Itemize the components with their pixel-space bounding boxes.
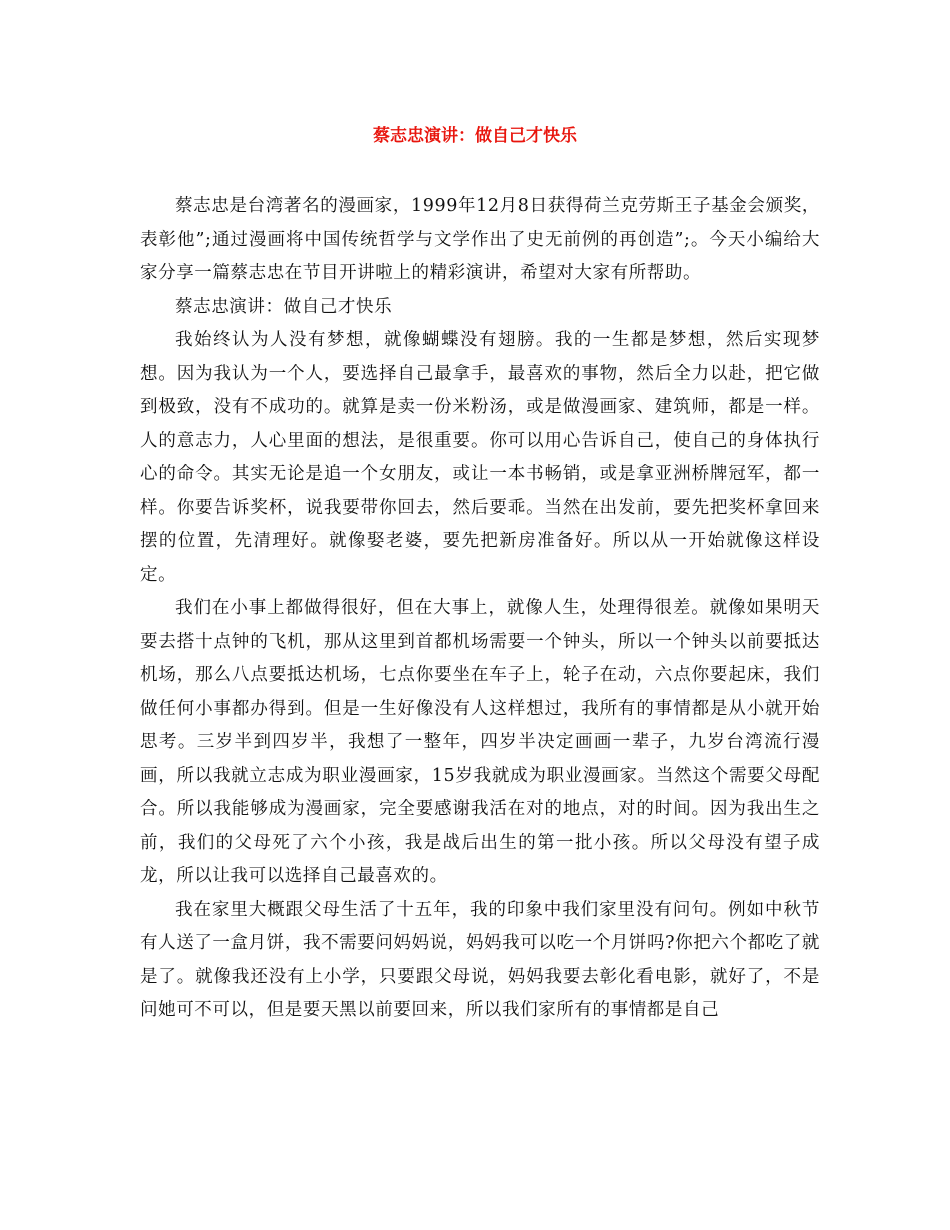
paragraph-small-things: 我们在小事上都做得很好，但在大事上，就像人生，处理得很差。就像如果明天要去搭十点钟的飞机，那从这里到首都机场需要一个钟头，所以一个钟头以前要抵达机场，那么八点要抵达机场，七点你要坐在车子上，轮子在动，六点你要起床，我们做任何小事都办得到。但是一生好像没有人这样想过，我所有的事情都是从小就开始思考。三岁半到四岁半，我想了一整年，四岁半决定画画一辈子，九岁台湾流行漫画，所以我就立志成为职业漫画家，15岁我就成为职业漫画家。当然这个需要父母配合。所以我能够成为漫画家，完全要感谢我活在对的地点，对的时间。因为我出生之前，我们的父母死了六个小孩，我是战后出生的第一批小孩。所以父母没有望子成龙，所以让我可以选择自己最喜欢的。: [140, 598, 820, 886]
paragraph-intro: 蔡志忠是台湾著名的漫画家，1999年12月8日获得荷兰克劳斯王子基金会颁奖，表彰他”;通过漫画将中国传统哲学与文学作出了史无前例的再创造”;。今天小编给大家分享一篇蔡志忠在节目开讲啦上的精彩演讲，希望对大家有所帮助。: [140, 196, 820, 283]
document-title: 蔡志忠演讲：做自己才快乐: [373, 126, 577, 146]
paragraph-dream: 我始终认为人没有梦想，就像蝴蝶没有翅膀。我的一生都是梦想，然后实现梦想。因为我认为一个人，要选择自己最拿手，最喜欢的事物，然后全力以赴，把它做到极致，没有不成功的。就算是卖一份米粉汤，或是做漫画家、建筑师，都是一样。人的意志力，人心里面的想法，是很重要。你可以用心告诉自己，使自己的身体执行心的命令。其实无论是追一个女朋友，或让一本书畅销，或是拿亚洲桥牌冠军，都一样。你要告诉奖杯，说我要带你回去，然后要乖。当然在出发前，要先把奖杯拿回来摆的位置，先清理好。就像娶老婆，要先把新房准备好。所以从一开始就像这样设定。: [140, 330, 820, 585]
paragraph-family: 我在家里大概跟父母生活了十五年，我的印象中我们家里没有问句。例如中秋节有人送了一盒月饼，我不需要问妈妈说，妈妈我可以吃一个月饼吗?你把六个都吃了就是了。就像我还没有上小学，只要跟父母说，妈妈我要去彰化看电影，就好了，不是问她可不可以，但是要天黑以前要回来，所以我们家所有的事情都是自己: [140, 899, 820, 1020]
document-body: [140, 190, 820, 1028]
paragraph-subtitle: 蔡志忠演讲：做自己才快乐: [175, 296, 393, 317]
